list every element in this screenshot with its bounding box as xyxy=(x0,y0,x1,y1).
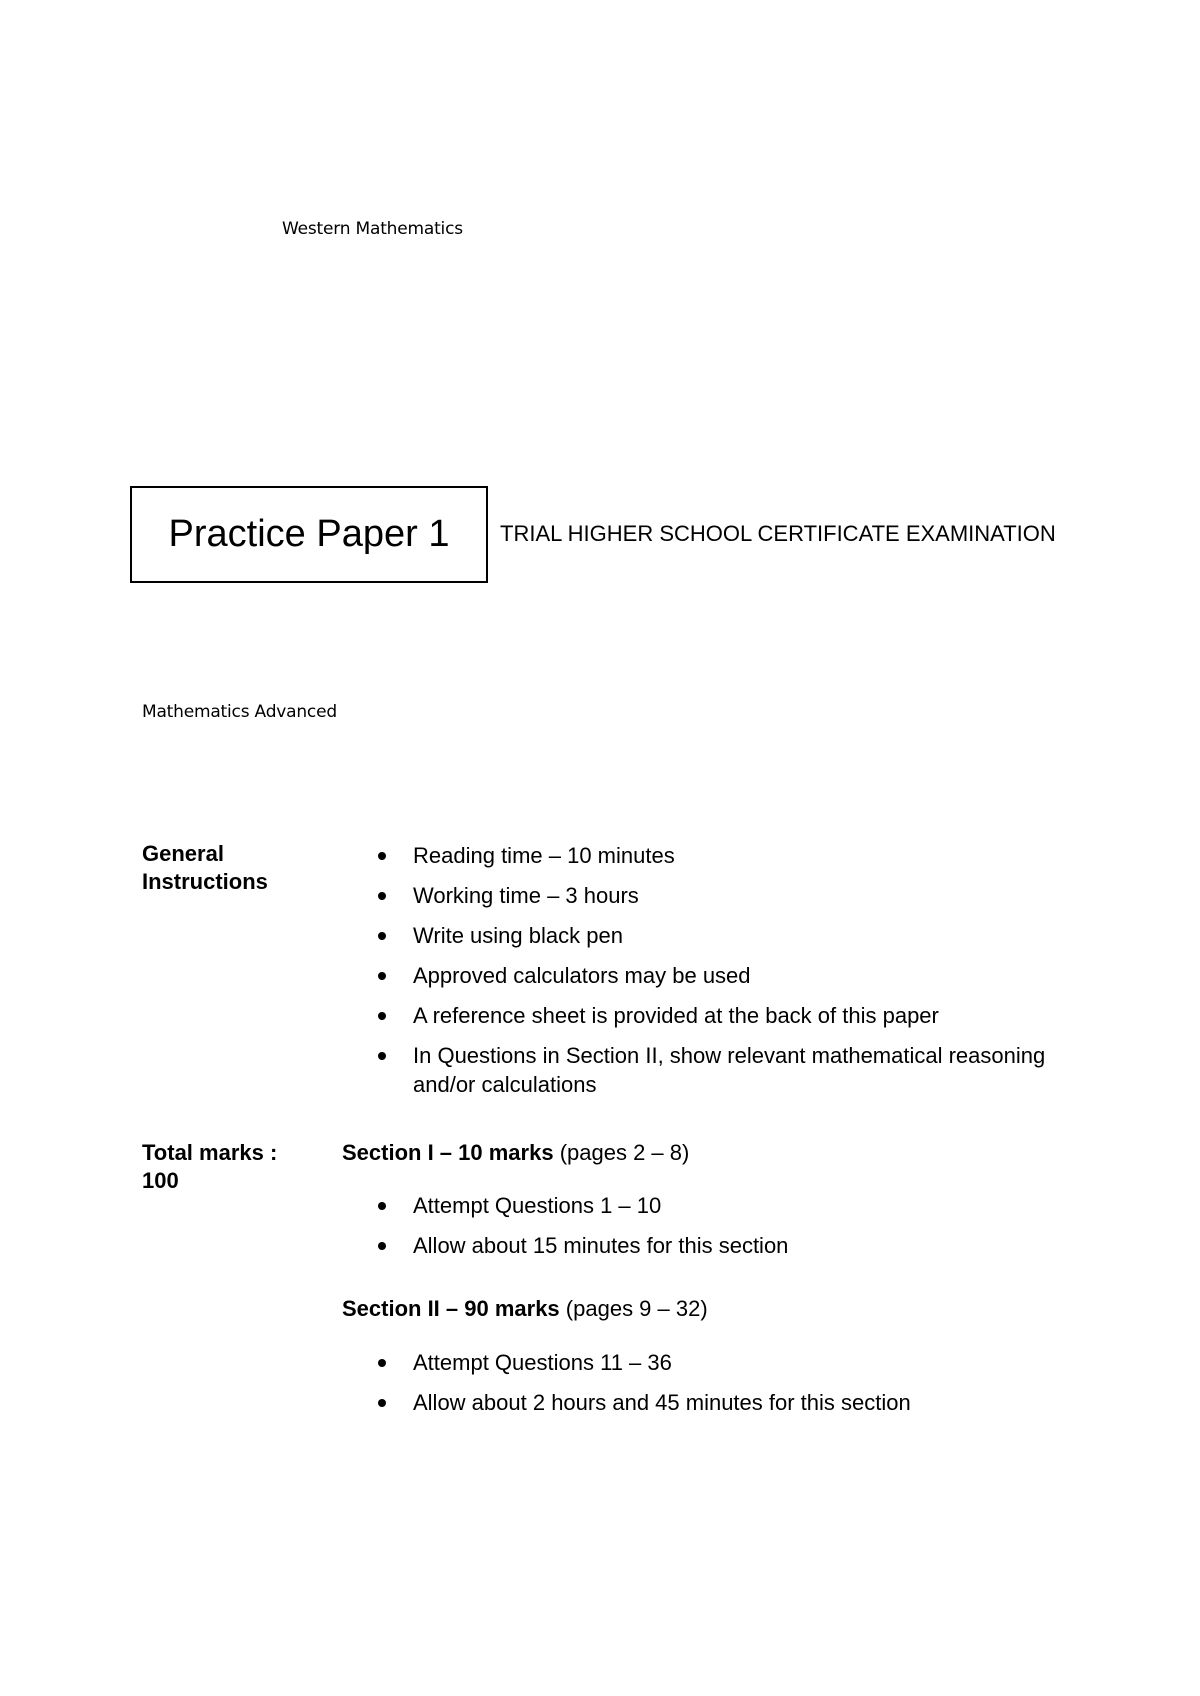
list-item-text: Allow about 15 minutes for this section xyxy=(413,1233,789,1258)
section-2-list xyxy=(0,1348,1113,1428)
list-item xyxy=(0,921,1113,950)
school-name: Western Mathematics xyxy=(282,219,463,239)
list-item xyxy=(0,1388,1113,1417)
bullet-icon xyxy=(378,852,386,860)
list-item-text: Attempt Questions 11 – 36 xyxy=(413,1350,672,1375)
list-item xyxy=(0,1001,1113,1030)
bullet-icon xyxy=(378,932,386,940)
bullet-icon xyxy=(378,1359,386,1367)
bullet-icon xyxy=(378,1242,386,1250)
bullet-icon xyxy=(378,1052,386,1060)
list-item-text: A reference sheet is provided at the back of this paper xyxy=(413,1003,939,1028)
general-instructions-list xyxy=(0,841,1113,1110)
section-1-pages: (pages 2 – 8) xyxy=(559,1140,690,1165)
bullet-icon xyxy=(378,1012,386,1020)
bullet-icon xyxy=(378,1202,386,1210)
subject-name: Mathematics Advanced xyxy=(142,702,337,722)
general-instructions-label-line1: General xyxy=(142,841,224,866)
section-2-heading xyxy=(342,1296,708,1322)
general-instructions-label-line2: Instructions xyxy=(142,869,268,894)
total-marks-label xyxy=(142,1139,312,1195)
section-1-title: Section I – 10 marks xyxy=(342,1140,554,1165)
list-item xyxy=(0,881,1113,910)
list-item xyxy=(0,961,1113,990)
list-item xyxy=(0,1191,1113,1220)
total-marks-label-line1: Total marks : xyxy=(142,1140,278,1165)
list-item xyxy=(0,1231,1113,1260)
section-2-pages: (pages 9 – 32) xyxy=(565,1296,708,1321)
list-item-text: Allow about 2 hours and 45 minutes for this section xyxy=(413,1390,911,1415)
list-item-text: In Questions in Section II, show relevant mathematical reasoning and/or calculations xyxy=(413,1043,1046,1097)
bullet-icon xyxy=(378,972,386,980)
section-2-title: Section II – 90 marks xyxy=(342,1296,560,1321)
list-item-text: Reading time – 10 minutes xyxy=(413,843,675,868)
bullet-icon xyxy=(378,1399,386,1407)
list-item xyxy=(0,1348,1113,1377)
paper-title-box xyxy=(130,486,488,583)
exam-type: TRIAL HIGHER SCHOOL CERTIFICATE EXAMINATION xyxy=(500,521,1056,546)
total-marks-value: 100 xyxy=(142,1168,179,1193)
list-item xyxy=(0,841,1113,870)
list-item-text: Working time – 3 hours xyxy=(413,883,639,908)
list-item-text: Approved calculators may be used xyxy=(413,963,751,988)
list-item-text: Write using black pen xyxy=(413,923,623,948)
bullet-icon xyxy=(378,892,386,900)
section-1-heading xyxy=(342,1140,689,1166)
list-item xyxy=(0,1041,1113,1099)
paper-title: Practice Paper 1 xyxy=(168,513,450,555)
list-item-text: Attempt Questions 1 – 10 xyxy=(413,1193,662,1218)
section-1-list xyxy=(0,1191,1113,1271)
